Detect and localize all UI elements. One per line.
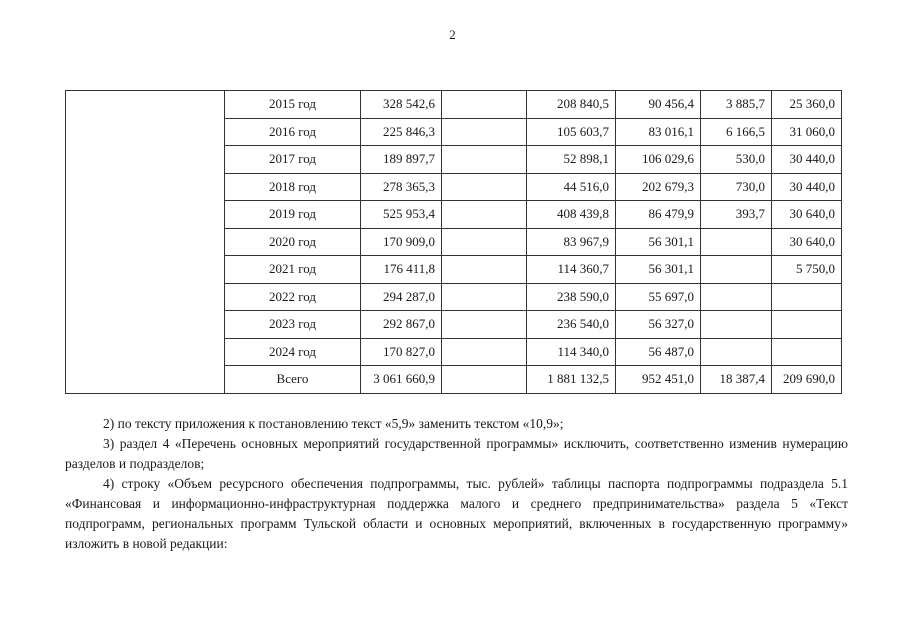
federal-cell xyxy=(442,338,527,366)
federal-cell xyxy=(442,173,527,201)
local-cell: 56 301,1 xyxy=(616,256,701,284)
regional-cell: 52 898,1 xyxy=(527,146,616,174)
extra1-cell xyxy=(701,283,772,311)
extra2-cell xyxy=(772,311,842,339)
regional-cell: 83 967,9 xyxy=(527,228,616,256)
extra2-cell: 209 690,0 xyxy=(772,366,842,394)
total-cell: 328 542,6 xyxy=(361,91,442,119)
year-cell: 2020 год xyxy=(225,228,361,256)
total-cell: 170 827,0 xyxy=(361,338,442,366)
federal-cell xyxy=(442,283,527,311)
extra1-cell xyxy=(701,228,772,256)
regional-cell: 114 340,0 xyxy=(527,338,616,366)
row-header-blank-cell xyxy=(66,91,225,394)
regional-cell: 1 881 132,5 xyxy=(527,366,616,394)
federal-cell xyxy=(442,146,527,174)
total-cell: 170 909,0 xyxy=(361,228,442,256)
extra1-cell: 18 387,4 xyxy=(701,366,772,394)
regional-cell: 408 439,8 xyxy=(527,201,616,229)
extra2-cell: 31 060,0 xyxy=(772,118,842,146)
total-cell: 176 411,8 xyxy=(361,256,442,284)
year-cell: Всего xyxy=(225,366,361,394)
local-cell: 952 451,0 xyxy=(616,366,701,394)
extra1-cell xyxy=(701,338,772,366)
local-cell: 86 479,9 xyxy=(616,201,701,229)
local-cell: 56 327,0 xyxy=(616,311,701,339)
paragraph-2: 2) по тексту приложения к постановлению текст «5,9» заменить текстом «10,9»; xyxy=(103,416,564,431)
year-cell: 2022 год xyxy=(225,283,361,311)
local-cell: 55 697,0 xyxy=(616,283,701,311)
year-cell: 2019 год xyxy=(225,201,361,229)
amendments-text xyxy=(65,414,848,554)
extra2-cell: 30 440,0 xyxy=(772,146,842,174)
local-cell: 56 301,1 xyxy=(616,228,701,256)
year-cell: 2023 год xyxy=(225,311,361,339)
funding-table xyxy=(65,90,842,394)
federal-cell xyxy=(442,228,527,256)
extra1-cell xyxy=(701,256,772,284)
local-cell: 83 016,1 xyxy=(616,118,701,146)
page-number: 2 xyxy=(449,27,456,42)
total-cell: 278 365,3 xyxy=(361,173,442,201)
paragraph-3: 3) раздел 4 «Перечень основных мероприятий государственной программы» исключить, соответственно изменив нумерацию разделов и подразделов; xyxy=(65,436,848,471)
local-cell: 106 029,6 xyxy=(616,146,701,174)
local-cell: 202 679,3 xyxy=(616,173,701,201)
extra2-cell: 5 750,0 xyxy=(772,256,842,284)
federal-cell xyxy=(442,256,527,284)
extra2-cell: 25 360,0 xyxy=(772,91,842,119)
local-cell: 56 487,0 xyxy=(616,338,701,366)
regional-cell: 208 840,5 xyxy=(527,91,616,119)
federal-cell xyxy=(442,118,527,146)
federal-cell xyxy=(442,91,527,119)
extra1-cell: 730,0 xyxy=(701,173,772,201)
year-cell: 2016 год xyxy=(225,118,361,146)
total-cell: 3 061 660,9 xyxy=(361,366,442,394)
regional-cell: 238 590,0 xyxy=(527,283,616,311)
table-row xyxy=(66,91,842,119)
total-cell: 189 897,7 xyxy=(361,146,442,174)
extra2-cell: 30 440,0 xyxy=(772,173,842,201)
extra1-cell: 530,0 xyxy=(701,146,772,174)
extra1-cell: 6 166,5 xyxy=(701,118,772,146)
total-cell: 294 287,0 xyxy=(361,283,442,311)
year-cell: 2018 год xyxy=(225,173,361,201)
extra1-cell: 393,7 xyxy=(701,201,772,229)
federal-cell xyxy=(442,311,527,339)
table-body xyxy=(66,91,842,394)
year-cell: 2021 год xyxy=(225,256,361,284)
extra1-cell xyxy=(701,311,772,339)
regional-cell: 44 516,0 xyxy=(527,173,616,201)
extra1-cell: 3 885,7 xyxy=(701,91,772,119)
extra2-cell: 30 640,0 xyxy=(772,201,842,229)
regional-cell: 114 360,7 xyxy=(527,256,616,284)
total-cell: 525 953,4 xyxy=(361,201,442,229)
year-cell: 2017 год xyxy=(225,146,361,174)
extra2-cell: 30 640,0 xyxy=(772,228,842,256)
year-cell: 2024 год xyxy=(225,338,361,366)
local-cell: 90 456,4 xyxy=(616,91,701,119)
regional-cell: 105 603,7 xyxy=(527,118,616,146)
extra2-cell xyxy=(772,338,842,366)
extra2-cell xyxy=(772,283,842,311)
federal-cell xyxy=(442,366,527,394)
federal-cell xyxy=(442,201,527,229)
total-cell: 292 867,0 xyxy=(361,311,442,339)
regional-cell: 236 540,0 xyxy=(527,311,616,339)
total-cell: 225 846,3 xyxy=(361,118,442,146)
paragraph-4: 4) строку «Объем ресурсного обеспечения подпрограммы, тыс. рублей» таблицы паспорта подпрограммы подраздела 5.1 «Финансовая и информационно-инфраструктурная поддержка малого и среднего предпринимательства» раздела 5 «Текст подпрограмм, региональных программ Тульской области и основных мероприятий, включенных в государственную программу» изложить в новой редакции: xyxy=(65,476,848,551)
year-cell: 2015 год xyxy=(225,91,361,119)
